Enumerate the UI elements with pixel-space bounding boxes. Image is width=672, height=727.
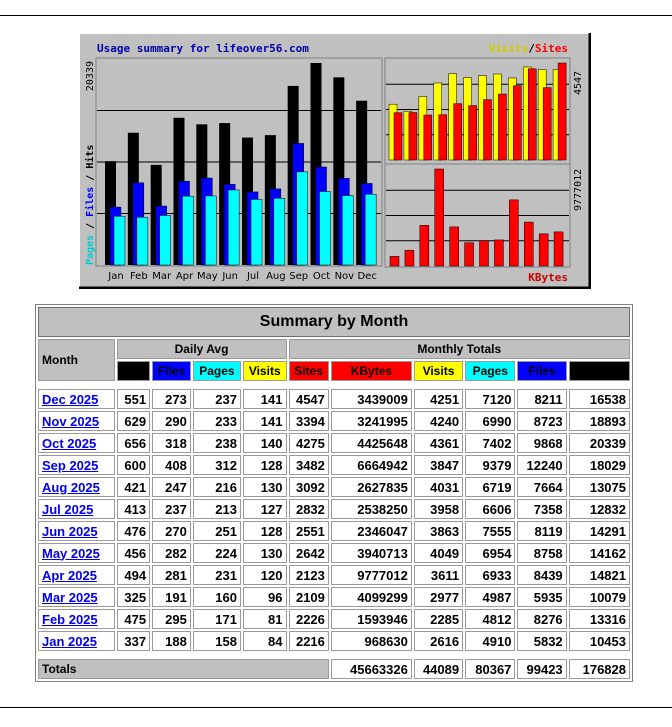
cell-d-files: 270 [152, 521, 191, 541]
bar-pages [342, 196, 353, 265]
cell-d-pages: 216 [193, 477, 241, 497]
bar-kbytes [390, 256, 399, 266]
cell-files: 7664 [517, 477, 566, 497]
cell-visits: 2977 [414, 587, 463, 607]
cell-d-pages: 213 [193, 499, 241, 519]
month-cell [38, 521, 115, 541]
cell-visits: 4251 [414, 389, 463, 409]
bar-kbytes [405, 250, 414, 266]
totals-visits: 44089 [414, 659, 463, 679]
cell-d-hits: 337 [117, 631, 151, 651]
cell-d-visits: 128 [243, 455, 287, 475]
col-files: Files [517, 361, 566, 381]
cell-kbytes: 3439009 [331, 389, 412, 409]
month-label: Nov [334, 271, 355, 282]
cell-files: 12240 [517, 455, 566, 475]
cell-hits: 13316 [569, 609, 630, 629]
cell-d-hits: 494 [117, 565, 151, 585]
cell-d-hits: 475 [117, 609, 151, 629]
col-daily-files: Files [152, 361, 191, 381]
cell-pages: 6606 [465, 499, 515, 519]
right-bottom-max-label: 9777012 [573, 168, 584, 211]
cell-d-hits: 600 [117, 455, 151, 475]
month-label: May [196, 271, 218, 282]
cell-d-files: 408 [152, 455, 191, 475]
totals-pages: 80367 [465, 659, 515, 679]
bar-pages [320, 191, 331, 265]
month-cell [38, 455, 115, 475]
bar-sites [439, 115, 447, 160]
bar-pages [297, 172, 308, 265]
cell-kbytes: 968630 [331, 631, 412, 651]
cell-d-files: 290 [152, 411, 191, 431]
month-label: Jan [108, 271, 124, 282]
table-row [38, 521, 630, 541]
bar-pages [114, 216, 125, 265]
month-link[interactable]: Jan 2025 [42, 633, 97, 649]
cell-kbytes: 3241995 [331, 411, 412, 431]
month-link[interactable]: Jul 2025 [42, 501, 94, 517]
month-link[interactable]: Jun 2025 [42, 523, 98, 539]
cell-kbytes: 1593946 [331, 609, 412, 629]
month-cell [38, 477, 115, 497]
month-label: Dec [357, 271, 377, 282]
table-row [38, 411, 630, 431]
table-row [38, 477, 630, 497]
bar-kbytes [435, 169, 444, 266]
month-label: Sep [289, 271, 309, 282]
cell-kbytes: 6664942 [331, 455, 412, 475]
bar-kbytes [494, 240, 503, 266]
bar-kbytes [480, 241, 489, 266]
col-visits: Visits [414, 361, 463, 381]
month-label: Jul [246, 271, 260, 282]
month-cell [38, 565, 115, 585]
cell-d-pages: 160 [193, 587, 241, 607]
month-link[interactable]: Feb 2025 [42, 611, 98, 627]
cell-pages: 4987 [465, 587, 515, 607]
cell-visits: 3611 [414, 565, 463, 585]
cell-pages: 7402 [465, 433, 515, 453]
cell-d-files: 188 [152, 631, 191, 651]
cell-visits: 4031 [414, 477, 463, 497]
chart-title: Usage summary for lifeover56.com [97, 42, 309, 55]
cell-d-files: 318 [152, 433, 191, 453]
cell-d-pages: 233 [193, 411, 241, 431]
cell-files: 8211 [517, 389, 566, 409]
cell-kbytes: 2346047 [331, 521, 412, 541]
usage-chart [79, 33, 591, 289]
cell-hits: 14821 [569, 565, 630, 585]
cell-sites: 3394 [289, 411, 329, 431]
cell-d-files: 273 [152, 389, 191, 409]
svg-text:Pages / Files / Hits: Pages / Files / Hits [85, 144, 96, 265]
bar-kbytes [420, 225, 429, 266]
month-label: Jun [222, 271, 238, 282]
bar-pages [228, 190, 239, 265]
cell-d-pages: 158 [193, 631, 241, 651]
right-top-max-label: 4547 [573, 70, 584, 95]
month-cell [38, 543, 115, 563]
col-daily-visits: Visits [243, 361, 287, 381]
col-pages: Pages [465, 361, 515, 381]
cell-visits: 4361 [414, 433, 463, 453]
cell-visits: 4049 [414, 543, 463, 563]
cell-visits: 3847 [414, 455, 463, 475]
cell-hits: 14162 [569, 543, 630, 563]
table-row [38, 389, 630, 409]
month-link[interactable]: May 2025 [42, 545, 100, 561]
cell-d-files: 191 [152, 587, 191, 607]
cell-d-hits: 551 [117, 389, 151, 409]
month-link[interactable]: Aug 2025 [42, 479, 100, 495]
legend-files: Files [85, 186, 96, 217]
visits-sites-legend: Visits/Sites [488, 42, 568, 55]
col-kbytes: KBytes [331, 361, 412, 381]
bar-kbytes [509, 200, 518, 266]
usage-chart-svg [79, 33, 591, 289]
bar-pages [205, 196, 216, 265]
bar-pages [274, 198, 285, 265]
cell-d-visits: 130 [243, 543, 287, 563]
col-daily-hits: Hits [117, 361, 151, 381]
table-row [38, 609, 630, 629]
cell-pages: 4812 [465, 609, 515, 629]
totals-label: Totals [38, 659, 329, 679]
month-link[interactable]: Apr 2025 [42, 567, 97, 583]
legend-visits: Visits [488, 42, 529, 55]
legend-pages: Pages [85, 234, 96, 265]
cell-files: 5935 [517, 587, 566, 607]
col-sites: Sites [289, 361, 329, 381]
cell-kbytes: 4099299 [331, 587, 412, 607]
cell-sites: 2642 [289, 543, 329, 563]
bar-sites [484, 100, 492, 160]
bar-sites [498, 94, 506, 160]
cell-d-files: 295 [152, 609, 191, 629]
cell-kbytes: 2538250 [331, 499, 412, 519]
cell-d-visits: 84 [243, 631, 287, 651]
totals-files: 99423 [517, 659, 566, 679]
cell-d-hits: 421 [117, 477, 151, 497]
cell-pages: 7120 [465, 389, 515, 409]
month-link[interactable]: Sep 2025 [42, 457, 99, 473]
cell-d-visits: 96 [243, 587, 287, 607]
cell-d-hits: 456 [117, 543, 151, 563]
month-link[interactable]: Nov 2025 [42, 413, 100, 429]
bar-pages [137, 217, 148, 265]
cell-d-hits: 413 [117, 499, 151, 519]
month-label: Feb [129, 271, 148, 282]
bar-kbytes [539, 234, 548, 266]
cell-sites: 4275 [289, 433, 329, 453]
cell-pages: 4910 [465, 631, 515, 651]
cell-pages: 7555 [465, 521, 515, 541]
totals-kbytes: 45663326 [331, 659, 412, 679]
month-cell [38, 433, 115, 453]
cell-d-files: 237 [152, 499, 191, 519]
month-label: Aug [266, 271, 286, 282]
month-link[interactable]: Oct 2025 [42, 435, 97, 451]
cell-d-visits: 140 [243, 433, 287, 453]
cell-sites: 2123 [289, 565, 329, 585]
bar-sites [543, 88, 551, 160]
cell-d-visits: 127 [243, 499, 287, 519]
cell-d-visits: 128 [243, 521, 287, 541]
cell-d-hits: 325 [117, 587, 151, 607]
col-hits: Hits [569, 361, 630, 381]
cell-hits: 14291 [569, 521, 630, 541]
cell-hits: 12832 [569, 499, 630, 519]
cell-d-pages: 224 [193, 543, 241, 563]
month-cell [38, 389, 115, 409]
cell-files: 8758 [517, 543, 566, 563]
totals-row [38, 659, 630, 679]
cell-hits: 18893 [569, 411, 630, 431]
kbytes-legend: KBytes [528, 271, 568, 284]
month-label: Apr [175, 271, 194, 282]
table-row [38, 499, 630, 519]
month-link[interactable]: Mar 2025 [42, 589, 98, 605]
legend-hits: Hits [85, 144, 96, 169]
cell-pages: 6990 [465, 411, 515, 431]
month-cell [38, 631, 115, 651]
top-divider [0, 15, 672, 16]
cell-kbytes: 3940713 [331, 543, 412, 563]
left-legend [84, 145, 96, 265]
bar-kbytes [450, 227, 459, 266]
table-row [38, 543, 630, 563]
cell-files: 8723 [517, 411, 566, 431]
bar-kbytes [524, 222, 533, 266]
totals-hits: 176828 [569, 659, 630, 679]
cell-d-hits: 656 [117, 433, 151, 453]
bar-sites [394, 113, 402, 160]
cell-d-visits: 81 [243, 609, 287, 629]
cell-kbytes: 9777012 [331, 565, 412, 585]
cell-hits: 18029 [569, 455, 630, 475]
cell-visits: 4240 [414, 411, 463, 431]
cell-d-pages: 237 [193, 389, 241, 409]
cell-hits: 16538 [569, 389, 630, 409]
bar-sites [513, 86, 521, 160]
month-header: Month [38, 339, 115, 381]
cell-d-visits: 130 [243, 477, 287, 497]
cell-sites: 3092 [289, 477, 329, 497]
month-link[interactable]: Dec 2025 [42, 391, 99, 407]
bar-pages [251, 199, 262, 265]
cell-sites: 2551 [289, 521, 329, 541]
table-row [38, 565, 630, 585]
cell-d-files: 281 [152, 565, 191, 585]
cell-hits: 20339 [569, 433, 630, 453]
table-row [38, 631, 630, 651]
cell-d-hits: 476 [117, 521, 151, 541]
cell-files: 8439 [517, 565, 566, 585]
cell-d-visits: 141 [243, 411, 287, 431]
cell-sites: 4547 [289, 389, 329, 409]
bar-sites [528, 69, 536, 160]
cell-d-files: 247 [152, 477, 191, 497]
table-row [38, 455, 630, 475]
cell-pages: 6933 [465, 565, 515, 585]
cell-visits: 3863 [414, 521, 463, 541]
bar-kbytes [554, 232, 563, 266]
month-cell [38, 609, 115, 629]
bar-sites [469, 106, 477, 160]
month-cell [38, 499, 115, 519]
month-cell [38, 587, 115, 607]
cell-files: 7358 [517, 499, 566, 519]
legend-sites: Sites [534, 42, 568, 55]
cell-d-visits: 120 [243, 565, 287, 585]
cell-d-pages: 251 [193, 521, 241, 541]
daily-avg-header: Daily Avg [117, 339, 287, 359]
cell-kbytes: 4425648 [331, 433, 412, 453]
bar-kbytes [465, 243, 474, 266]
cell-sites: 2109 [289, 587, 329, 607]
summary-title: Summary by Month [38, 307, 630, 337]
cell-sites: 2832 [289, 499, 329, 519]
month-label: Oct [312, 271, 331, 282]
cell-d-pages: 231 [193, 565, 241, 585]
cell-d-files: 282 [152, 543, 191, 563]
bar-sites [454, 104, 462, 160]
left-max-label: 20339 [85, 61, 96, 92]
cell-hits: 10453 [569, 631, 630, 651]
bar-pages [183, 196, 194, 265]
cell-visits: 3958 [414, 499, 463, 519]
summary-table [35, 304, 633, 682]
cell-d-pages: 238 [193, 433, 241, 453]
cell-pages: 9379 [465, 455, 515, 475]
cell-hits: 13075 [569, 477, 630, 497]
cell-hits: 10079 [569, 587, 630, 607]
month-label: Mar [152, 271, 172, 282]
cell-sites: 3482 [289, 455, 329, 475]
cell-files: 8119 [517, 521, 566, 541]
table-row [38, 587, 630, 607]
bar-sites [409, 113, 417, 160]
month-cell [38, 411, 115, 431]
cell-d-visits: 141 [243, 389, 287, 409]
bar-pages [160, 215, 171, 265]
cell-files: 8276 [517, 609, 566, 629]
cell-sites: 2216 [289, 631, 329, 651]
cell-visits: 2616 [414, 631, 463, 651]
cell-d-pages: 171 [193, 609, 241, 629]
monthly-totals-header: Monthly Totals [289, 339, 631, 359]
cell-sites: 2226 [289, 609, 329, 629]
bar-pages [365, 194, 376, 265]
cell-kbytes: 2627835 [331, 477, 412, 497]
cell-d-pages: 312 [193, 455, 241, 475]
col-daily-pages: Pages [193, 361, 241, 381]
bottom-divider [0, 707, 672, 708]
cell-pages: 6719 [465, 477, 515, 497]
cell-files: 5832 [517, 631, 566, 651]
bar-sites [424, 115, 432, 160]
bar-sites [558, 63, 566, 160]
cell-d-hits: 629 [117, 411, 151, 431]
cell-pages: 6954 [465, 543, 515, 563]
cell-files: 9868 [517, 433, 566, 453]
table-row [38, 433, 630, 453]
cell-visits: 2285 [414, 609, 463, 629]
